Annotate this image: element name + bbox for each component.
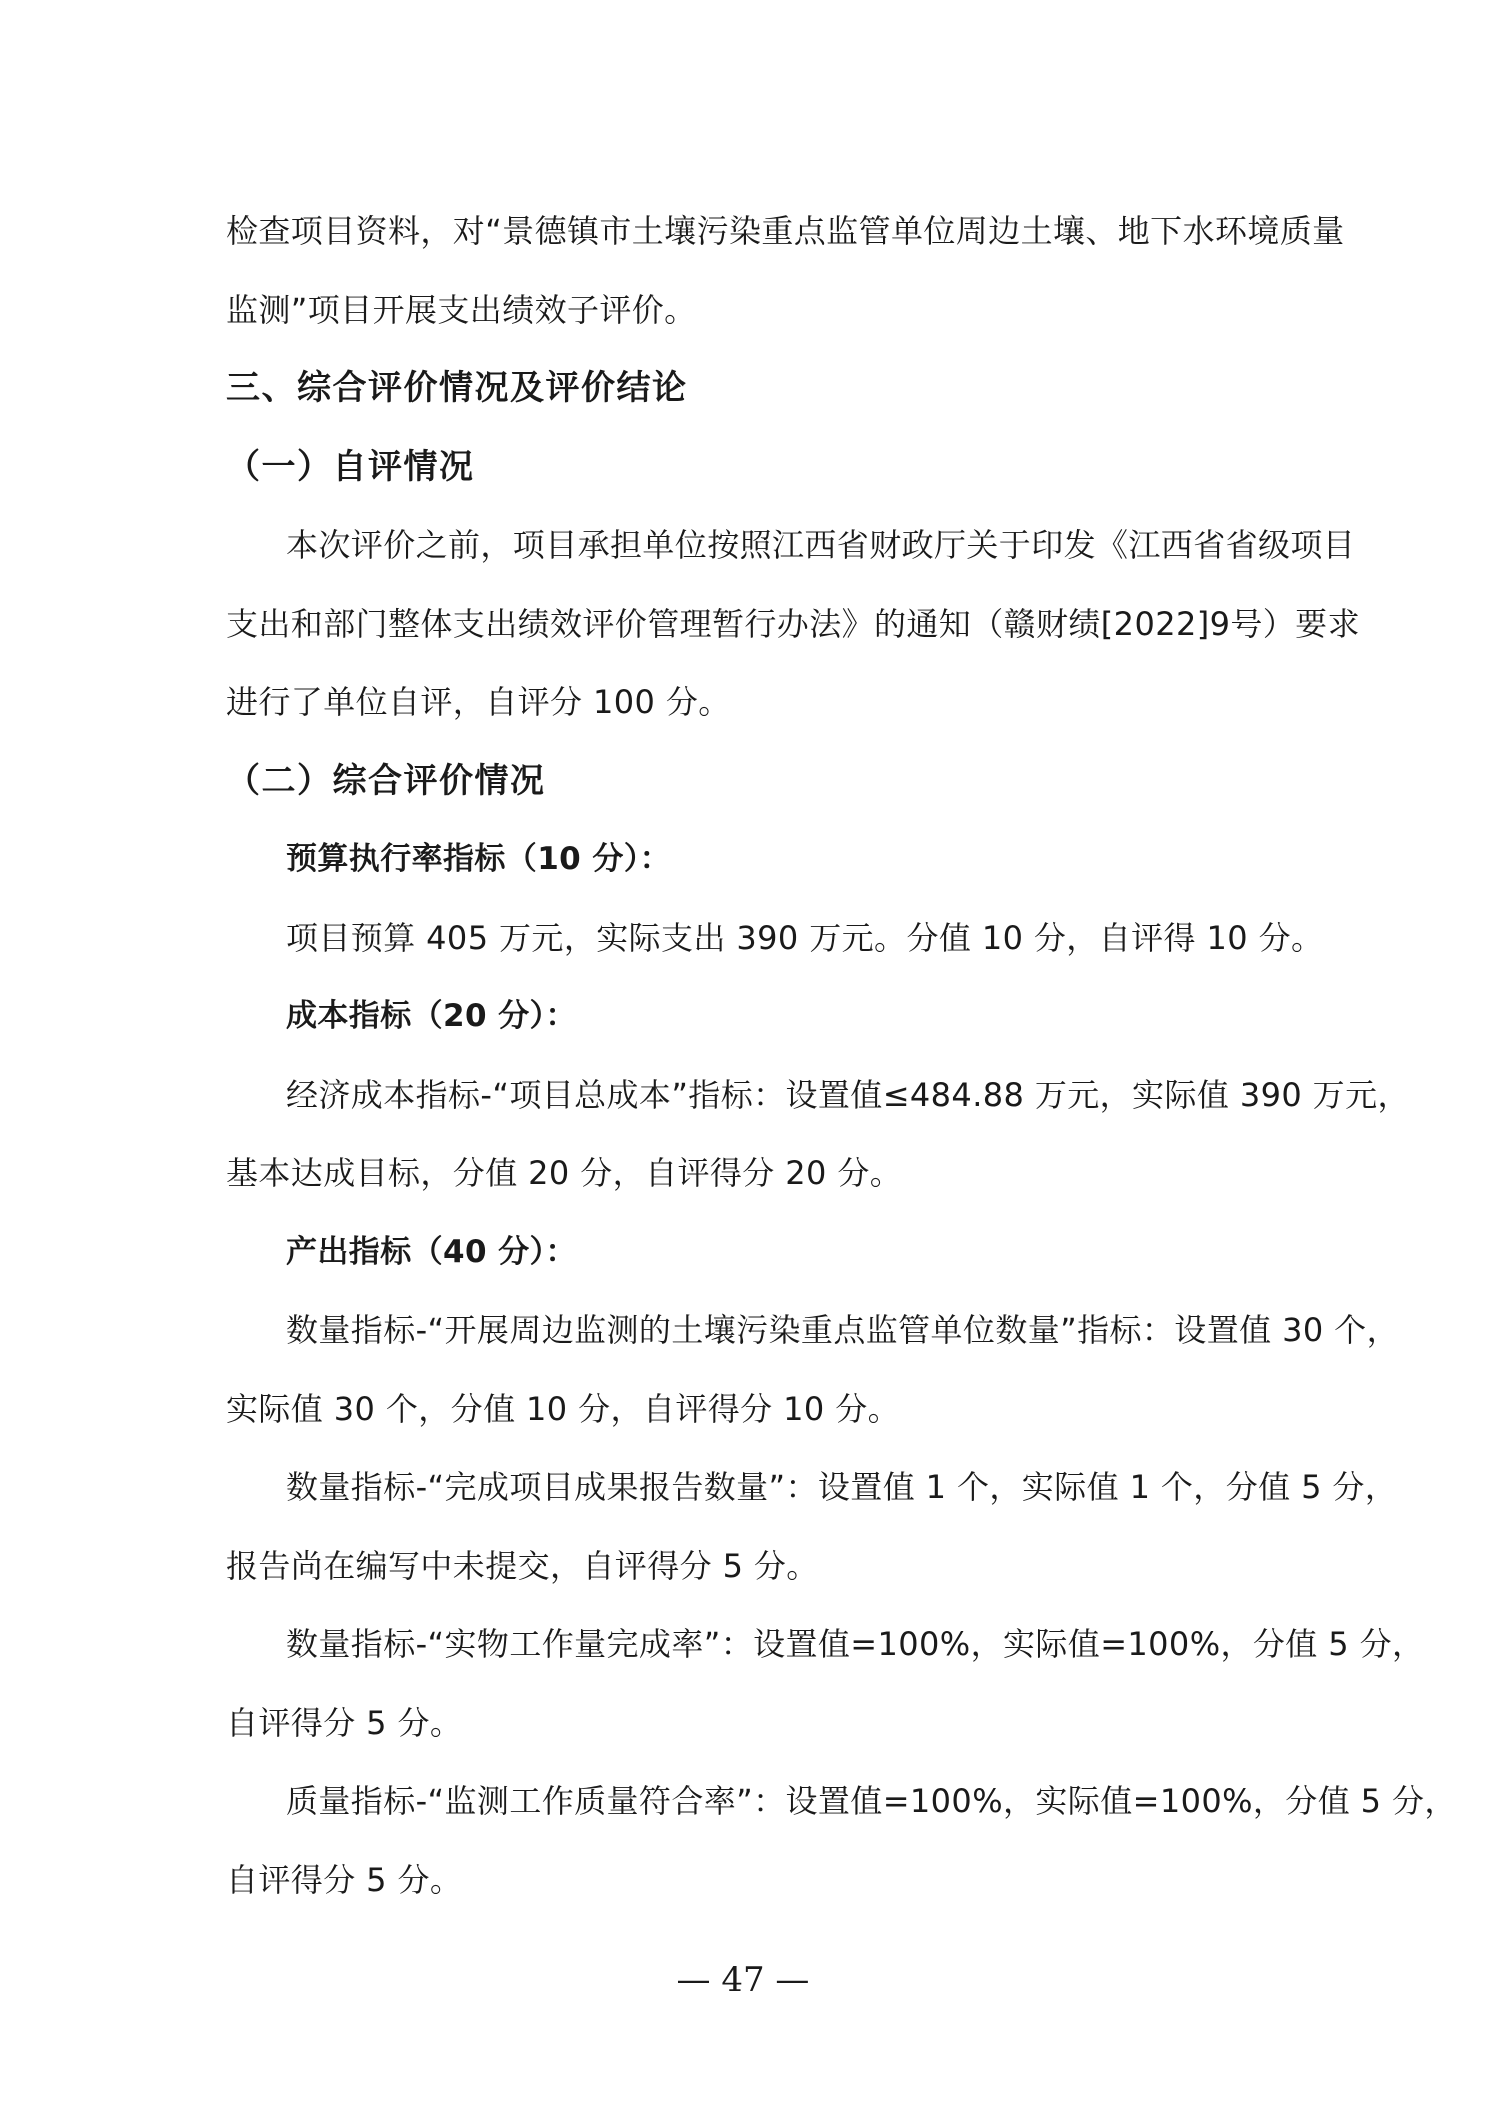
indicator-heading-cost: 成本指标（20 分）： — [286, 998, 577, 1034]
body-text-line: 本次评价之前，项目承担单位按照江西省财政厅关于印发《江西省省级项目 — [286, 526, 1356, 564]
body-text-line: 质量指标-“监测工作质量符合率”：设置值=100%，实际值=100%，分值 5 分， — [286, 1782, 1457, 1820]
body-text-line: 经济成本指标-“项目总成本”指标：设置值≤484.88 万元，实际值 390 万元， — [286, 1075, 1410, 1114]
document-body — [226, 192, 1457, 1919]
indicator-heading-budget: 预算执行率指标（10 分）： — [286, 841, 672, 877]
subsection-heading-self-evaluation: （一）自评情况 — [226, 446, 475, 487]
body-text-line: 监测”项目开展支出绩效子评价。 — [226, 290, 697, 329]
section-heading: 三、综合评价情况及评价结论 — [226, 368, 688, 408]
indicator-heading-output: 产出指标（40 分）： — [286, 1233, 577, 1270]
body-text-line: 报告尚在编写中未提交，自评得分 5 分。 — [226, 1546, 819, 1585]
page-number: — 47 — — [676, 1960, 810, 2000]
body-text-line: 自评得分 5 分。 — [226, 1703, 463, 1742]
body-text-line: 实际值 30 个，分值 10 分，自评得分 10 分。 — [226, 1389, 900, 1428]
body-text-line: 自评得分 5 分。 — [226, 1860, 463, 1899]
body-text-line: 项目预算 405 万元，实际支出 390 万元。分值 10 分，自评得 10 分。 — [286, 918, 1324, 957]
subsection-heading-overall-evaluation: （二）综合评价情况 — [226, 760, 546, 801]
body-text-line: 支出和部门整体支出绩效评价管理暂行办法》的通知（赣财绩[2022]9号）要求 — [226, 604, 1360, 643]
body-text-line: 数量指标-“实物工作量完成率”：设置值=100%，实际值=100%，分值 5 分， — [286, 1625, 1425, 1663]
body-text-line: 数量指标-“完成项目成果报告数量”：设置值 1 个，实际值 1 个，分值 5 分， — [286, 1468, 1398, 1506]
body-text-line: 检查项目资料，对“景德镇市土壤污染重点监管单位周边土壤、地下水环境质量 — [226, 212, 1345, 250]
body-text-line: 数量指标-“开展周边监测的土壤污染重点监管单位数量”指标：设置值 30 个， — [286, 1311, 1399, 1349]
body-text-line: 进行了单位自评，自评分 100 分。 — [226, 683, 731, 721]
body-text-line: 基本达成目标，分值 20 分，自评得分 20 分。 — [226, 1154, 903, 1192]
